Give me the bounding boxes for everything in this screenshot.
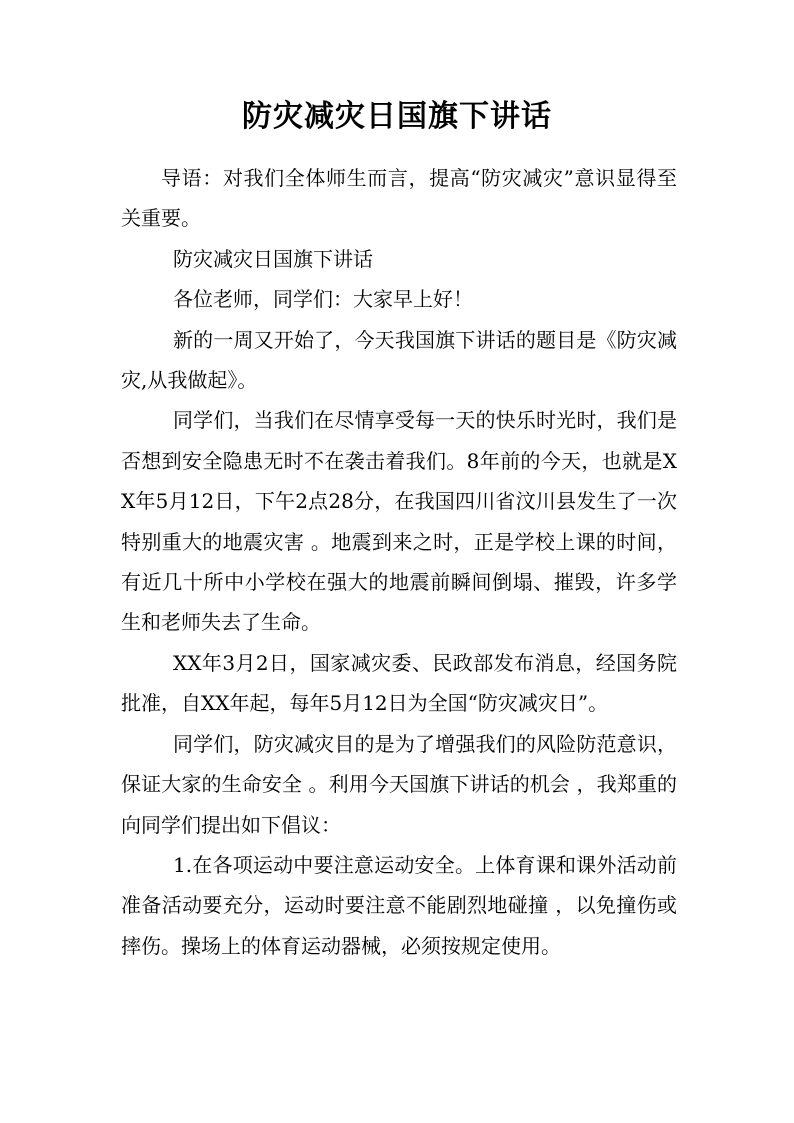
intro-paragraph: 导语：对我们全体师生而言，提高“防灾减灾”意识显得至关重要。 bbox=[121, 166, 677, 231]
greeting-paragraph: 各位老师，同学们：大家早上好！ bbox=[173, 287, 473, 312]
purpose-paragraph: 同学们，防灾减灾目的是为了增强我们的风险防范意识，保证大家的生命安全 。利用今天国旗下讲话的机会 ，我郑重的向同学们提出如下倡议： bbox=[121, 731, 677, 837]
earthquake-paragraph: 同学们，当我们在尽情享受每一天的快乐时光时，我们是否想到安全隐患无时不在袭击着我们。8年前的今天，也就是XX年5月12日，下午2点28分，在我国四川省汶川县发生了一次特别重大的地震灾害 。地震到来之时，正是学校上课的时间，有近几十所中小学校在强大的地震前瞬间倒塌、摧毁，许多学生和老师失去了生命。 bbox=[121, 408, 677, 635]
proposal-item-1: 1.在各项运动中要注意运动安全。上体育课和课外活动前准备活动要充分，运动时要注意不能剧烈地碰撞 ，以免撞伤或摔伤。操场上的体育运动器械，必须按规定使用。 bbox=[121, 852, 677, 958]
topic-paragraph: 新的一周又开始了，今天我国旗下讲话的题目是《防灾减灾,从我做起》。 bbox=[121, 327, 677, 393]
announcement-paragraph: XX年3月2日，国家减灾委、民政部发布消息，经国务院批准，自XX年起，每年5月12日为全国“防灾减灾日”。 bbox=[121, 650, 677, 716]
document-body bbox=[121, 158, 677, 966]
subtitle-paragraph: 防灾减灾日国旗下讲话 bbox=[173, 246, 373, 271]
document-title: 防灾减灾日国旗下讲话 bbox=[242, 99, 552, 134]
